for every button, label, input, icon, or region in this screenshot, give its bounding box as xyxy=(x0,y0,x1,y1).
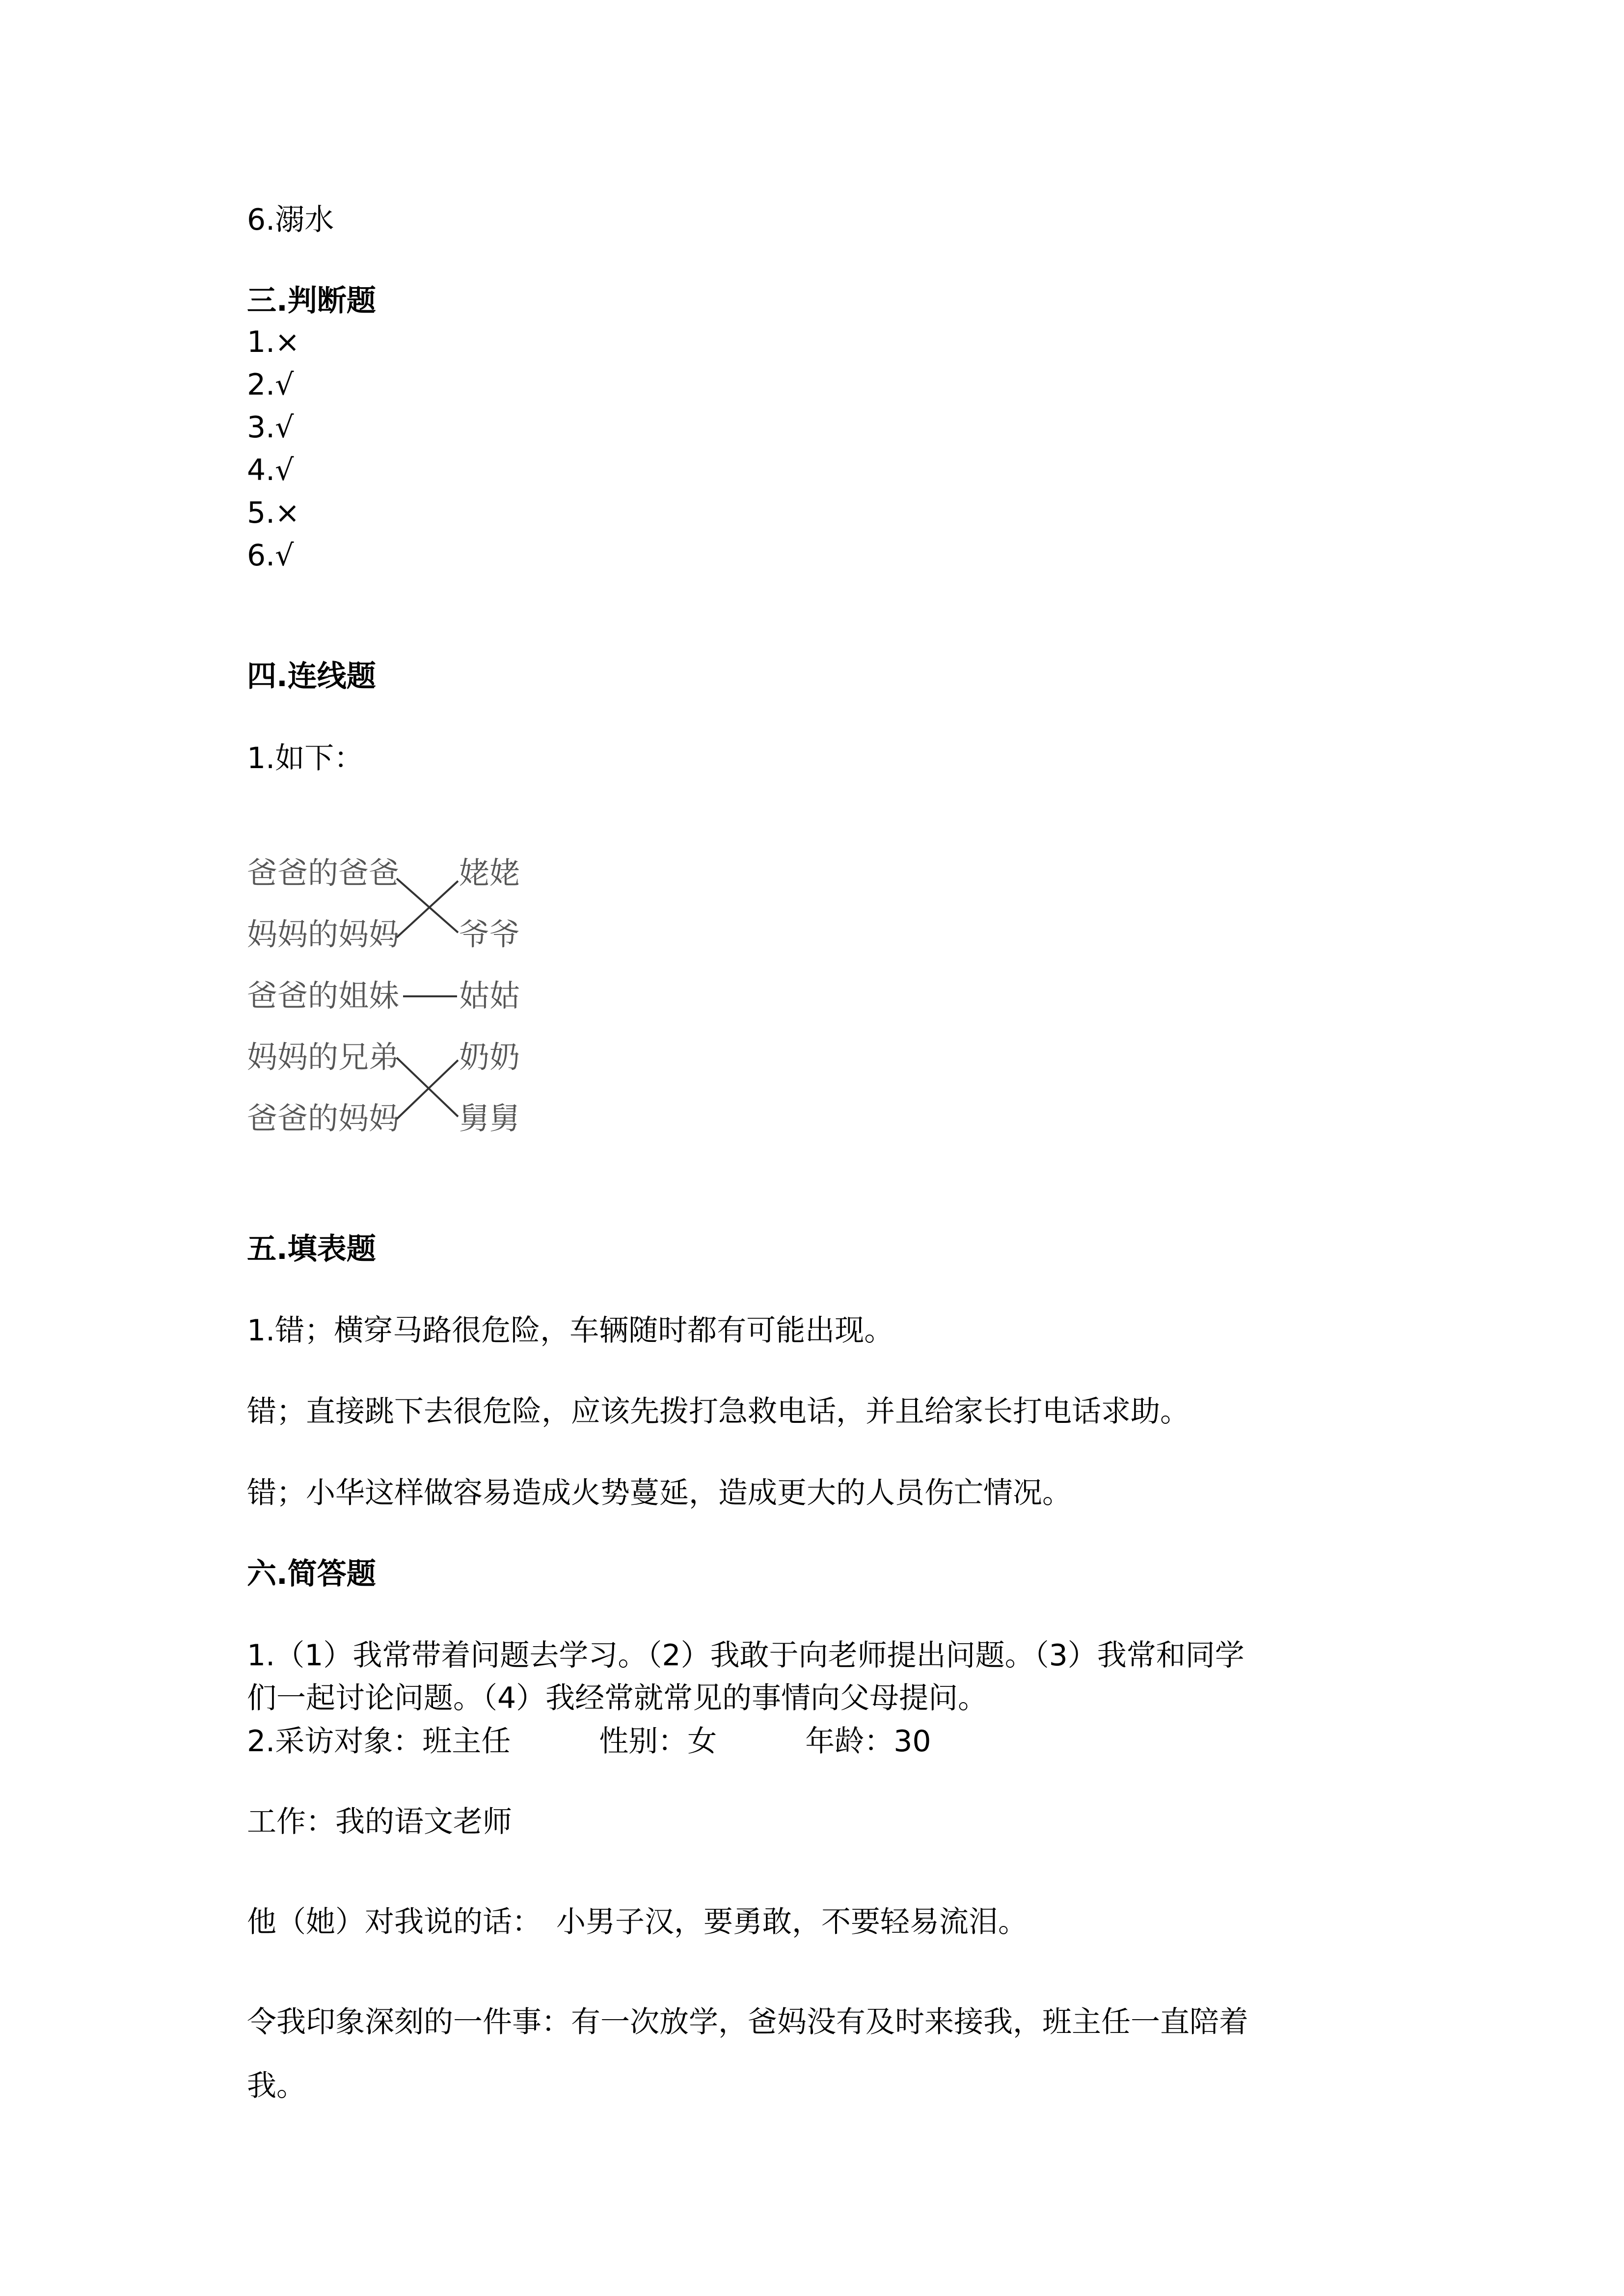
matching-intro: 1.如下： xyxy=(247,741,364,775)
section-3-heading: 三.判断题 xyxy=(247,284,376,318)
judge-answer: 3.√ xyxy=(247,410,294,445)
match-right-4: 奶奶 xyxy=(459,1039,520,1075)
interview-event-cont: 我。 xyxy=(247,2069,306,2103)
section-4-heading: 四.连线题 xyxy=(247,659,376,694)
table-answer: 1.错；横穿马路很危险，车辆随时都有可能出现。 xyxy=(247,1313,894,1348)
short-answer-1-cont: 们一起讨论问题。（4）我经常就常见的事情向父母提问。 xyxy=(247,1681,988,1715)
match-line xyxy=(397,881,458,937)
matching-diagram xyxy=(247,852,566,1156)
judge-answer: 2.√ xyxy=(247,368,294,402)
match-left-3: 爸爸的姐妹 xyxy=(247,978,400,1014)
interview-words: 他（她）对我说的话： 小男子汉，要勇敢，不要轻易流泪。 xyxy=(247,1905,1028,1939)
match-left-1: 爸爸的爸爸 xyxy=(247,855,400,891)
judge-answer: 4.√ xyxy=(247,453,294,487)
section-5-heading: 五.填表题 xyxy=(247,1232,376,1266)
match-left-5: 爸爸的妈妈 xyxy=(247,1100,400,1136)
table-answer: 错；直接跳下去很危险，应该先拨打急救电话，并且给家长打电话求助。 xyxy=(247,1394,1190,1429)
short-answer-1: 1.（1）我常带着问题去学习。（2）我敢于向老师提出问题。（3）我常和同学 xyxy=(247,1638,1245,1673)
interview-event: 令我印象深刻的一件事：有一次放学，爸妈没有及时来接我，班主任一直陪着 xyxy=(247,2005,1248,2039)
judge-answer: 5.× xyxy=(247,496,300,530)
match-right-5: 舅舅 xyxy=(459,1100,520,1136)
match-left-2: 妈妈的妈妈 xyxy=(247,916,400,952)
match-right-2: 爷爷 xyxy=(459,916,520,952)
section-6-heading: 六.简答题 xyxy=(247,1557,376,1591)
match-right-1: 姥姥 xyxy=(459,855,520,891)
interview-work: 工作：我的语文老师 xyxy=(247,1805,512,1839)
match-left-4: 妈妈的兄弟 xyxy=(247,1039,400,1075)
match-line xyxy=(397,879,458,933)
interview-info: 2.采访对象：班主任 性别：女 年龄：30 xyxy=(247,1724,931,1759)
match-line xyxy=(397,1058,458,1117)
judge-answer: 1.× xyxy=(247,325,300,359)
match-right-3: 姑姑 xyxy=(459,978,520,1014)
match-line xyxy=(397,1060,458,1119)
item-drowning: 6.溺水 xyxy=(247,203,334,237)
table-answer: 错；小华这样做容易造成火势蔓延，造成更大的人员伤亡情况。 xyxy=(247,1476,1072,1510)
judge-answer: 6.√ xyxy=(247,538,294,573)
